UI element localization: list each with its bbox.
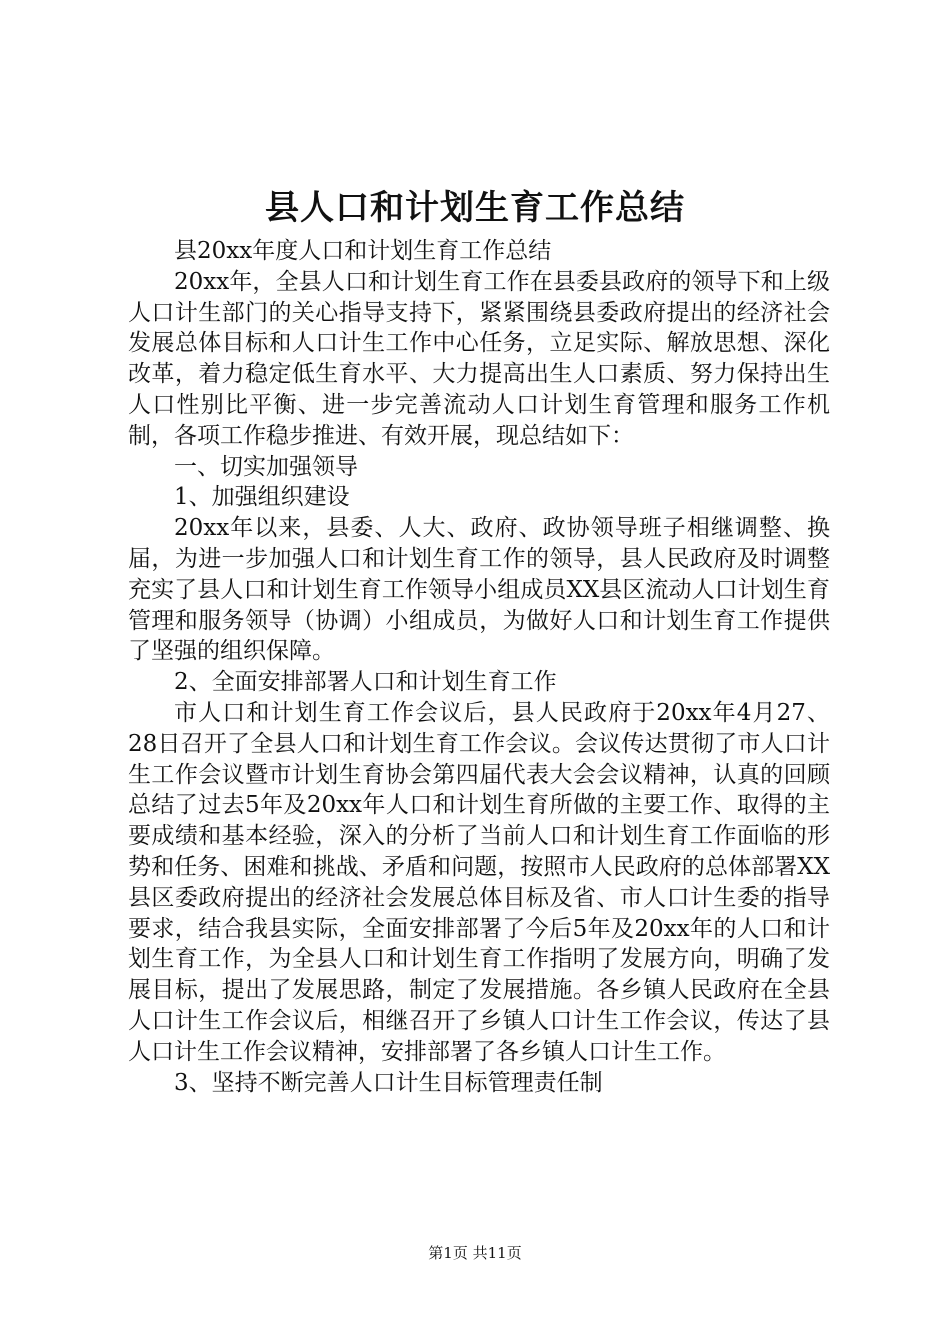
subsection-heading-1-2: 2、全面安排部署人口和计划生育工作 xyxy=(174,669,557,696)
subsection-heading-1-3: 3、坚持不断完善人口计生目标管理责任制 xyxy=(174,1069,603,1096)
subsection-heading-1-1: 1、加强组织建设 xyxy=(174,484,350,511)
paragraph-organization: 20xx年以来，县委、人大、政府、政协领导班子相继调整、换届，为进一步加强人口和计划生育工作的领导，县人民政府及时调整充实了县人口和计划生育工作领导小组成员XX县区流动人口计划生育管理和服务领导（协调）小组成员，为做好人口和计划生育工作提供了坚强的组织保障。 xyxy=(128,515,830,665)
document-body xyxy=(128,236,830,1098)
paragraph-meeting: 市人口和计划生育工作会议后，县人民政府于20xx年4月27、28日召开了全县人口和计划生育工作会议。会议传达贯彻了市人口计生工作会议暨市计划生育协会第四届代表大会会议精神，认真的回顾总结了过去5年及20xx年人口和计划生育所做的主要工作、取得的主要成绩和基本经验，深入的分析了当前人口和计划生育工作面临的形势和任务、困难和挑战、矛盾和问题，按照市人民政府的总体部署XX县区委政府提出的经济社会发展总体目标及省、市人口计生委的指导要求，结合我县实际，全面安排部署了今后5年及20xx年的人口和计划生育工作，为全县人口和计划生育工作指明了发展方向，明确了发展目标，提出了发展思路，制定了发展措施。各乡镇人民政府在全县人口计生工作会议后，相继召开了乡镇人口计生工作会议，传达了县人口计生工作会议精神，安排部署了各乡镇人口计生工作。 xyxy=(128,699,830,1065)
page-footer: 第1页 共11页 xyxy=(428,1244,522,1262)
section-heading-1: 一、切实加强领导 xyxy=(174,453,358,480)
paragraph-subtitle: 县20xx年度人口和计划生育工作总结 xyxy=(174,238,552,264)
paragraph-intro: 20xx年，全县人口和计划生育工作在县委县政府的领导下和上级人口计生部门的关心指导支持下，紧紧围绕县委政府提出的经济社会发展总体目标和人口计生工作中心任务，立足实际、解放思想、深化改革，着力稳定低生育水平、大力提高出生人口素质、努力保持出生人口性别比平衡、进一步完善流动人口计划生育管理和服务工作机制，各项工作稳步推进、有效开展，现总结如下： xyxy=(128,268,830,449)
document-title: 县人口和计划生育工作总结 xyxy=(265,188,685,228)
